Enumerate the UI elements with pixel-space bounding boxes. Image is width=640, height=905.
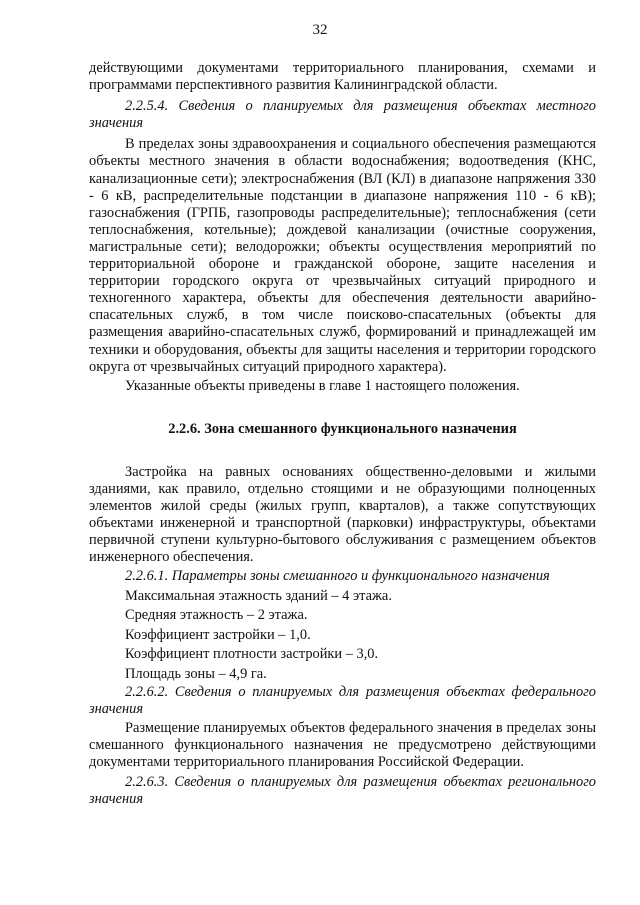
param-avg-floors: Средняя этажность – 2 этажа. [125, 607, 308, 624]
paragraph-local-objects: В пределах зоны здравоохранения и социального обеспечения размещаются объекты местного значения в области водоснабжения; водоотведения (КНС, канализационные сети); электроснабжения (ВЛ (КЛ) в диапазоне напряжения 330 - 6 кВ, распределительные подстанции в диапазоне напряжения 110 - 6 кВ); газоснабжения (ГРПБ, газопроводы распределительные); теплоснабжения (сети теплоснабжения, котельные); дождевой канализации (очистные сооружения, магистральные сети); велодорожки; объекты осуществления мероприятий по территориальной обороне и гражданской обороне, защите населения и территории городского округа от чрезвычайных ситуаций природного и техногенного характера, объекты для обеспечения деятельности аварийно-спасательных служб, в том числе поисково-спасательных (объекты для размещения аварийно-спасательных служб, формирований и принадлежащей им техники и оборудования, объекты для защиты населения и территории городского округа от чрезвычайных ситуаций природного характера). [89, 136, 596, 375]
page-number: 32 [312, 22, 328, 38]
param-density-coef: Коэффициент плотности застройки – 3,0. [125, 646, 379, 663]
subheading-2-2-6-2: 2.2.6.2. Сведения о планируемых для размещения объектах федерального значения [89, 684, 596, 718]
paragraph-reference: Указанные объекты приведены в главе 1 настоящего положения. [125, 377, 520, 394]
paragraph-mixed-zone: Застройка на равных основаниях общественно-деловыми и жилыми зданиями, как правило, отдельно стоящими и не образующими полноценных элементов жилой среды (жилых групп, кварталов), а также сопутствующих объектами инженерной и транспортной (парковки) инфраструктуры, объектами первичной ступени культурно-бытового обслуживания с размещением объектов инженерного обеспечения. [89, 463, 596, 566]
param-max-floors: Максимальная этажность зданий – 4 этажа. [125, 587, 392, 604]
subheading-2-2-6-3: 2.2.6.3. Сведения о планируемых для размещения объектах регионального значения [89, 773, 596, 807]
page-body [89, 60, 596, 808]
zone-parameters-list [89, 587, 596, 685]
paragraph-federal-objects: Размещение планируемых объектов федерального значения в пределах зоны смешанного функционального назначения не предусмотрено действующими документами территориального планирования Российской Федерации. [89, 720, 596, 771]
paragraph-continuation: действующими документами территориального планирования, схемами и программами перспективного развития Калининградской области. [89, 60, 596, 94]
subheading-2-2-6-1: 2.2.6.1. Параметры зоны смешанного и функционального назначения [125, 568, 550, 585]
subheading-2-2-5-4: 2.2.5.4. Сведения о планируемых для размещения объектах местного значения [89, 98, 596, 132]
param-build-coef: Коэффициент застройки – 1,0. [125, 626, 311, 643]
heading-2-2-6: 2.2.6. Зона смешанного функционального назначения [168, 420, 517, 437]
param-zone-area: Площадь зоны – 4,9 га. [125, 665, 267, 682]
